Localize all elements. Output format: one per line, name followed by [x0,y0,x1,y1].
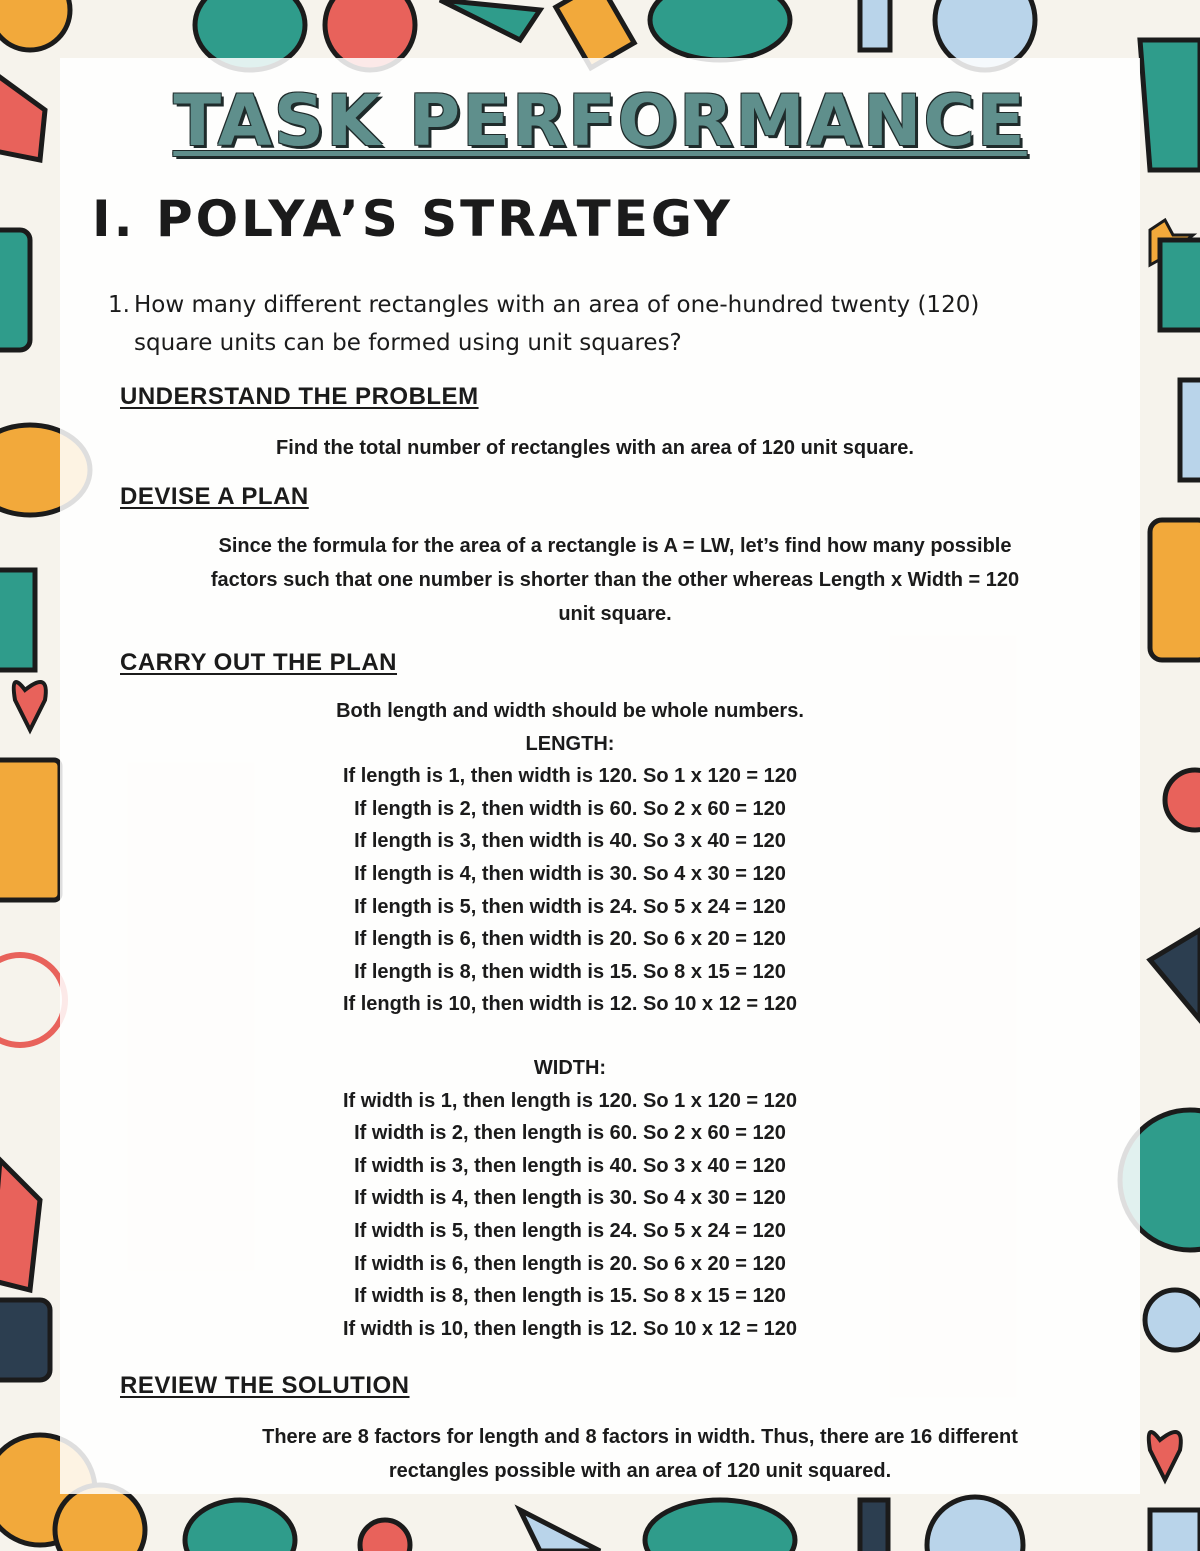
devise-line-2: factors such that one number is shorter than the other whereas Length x Width = 120 [210,569,1020,591]
width-line: If width is 3, then length is 40. So 3 x 40 = 120 [354,1154,786,1177]
review-line-2: rectangles possible with an area of 120 unit squared. [388,1460,892,1482]
question-line-1: How many different rectangles with an area of one-hundred twenty (120) [134,292,980,318]
understand-text: Find the total number of rectangles with an area of 120 unit square. [276,437,914,459]
width-line: If width is 10, then length is 12. So 10 x 12 = 120 [342,1317,798,1340]
length-line: If length is 2, then width is 60. So 2 x 60 = 120 [354,797,786,820]
heading-carry: CARRY OUT THE PLAN [120,649,398,676]
carry-intro: Both length and width should be whole numbers. [336,700,804,722]
width-line: If width is 6, then length is 20. So 6 x 20 = 120 [354,1252,786,1275]
width-line: If width is 2, then length is 60. So 2 x 60 = 120 [354,1122,786,1145]
question [108,286,1118,362]
width-label: WIDTH: [533,1057,607,1079]
length-line: If length is 6, then width is 20. So 6 x 20 = 120 [354,928,786,951]
devise-line-3: unit square. [558,603,672,625]
width-line: If width is 4, then length is 30. So 4 x 30 = 120 [354,1187,786,1210]
heading-review: REVIEW THE SOLUTION [120,1372,410,1399]
length-line: If length is 10, then width is 12. So 10 x 12 = 120 [342,993,798,1016]
length-line: If length is 8, then width is 15. So 8 x 15 = 120 [354,960,786,983]
width-line: If width is 8, then length is 15. So 8 x 15 = 120 [354,1285,786,1308]
review-text [120,1420,1160,1488]
width-line: If width is 1, then length is 120. So 1 x 120 = 120 [342,1089,798,1112]
page-title: TASK PERFORMANCE [173,80,1027,162]
devise-line-1: Since the formula for the area of a rectangle is A = LW, let’s find how many possible [218,535,1012,557]
heading-understand: UNDERSTAND THE PROBLEM [120,383,479,410]
length-line: If length is 1, then width is 120. So 1 x 120 = 120 [342,765,798,788]
carry-width-list [270,1052,870,1345]
question-number: 1. [108,292,130,318]
carry-length-list [270,695,870,1021]
length-label: LENGTH: [525,732,615,755]
section-title: I. POLYA’S STRATEGY [92,190,734,248]
question-line-2: square units can be formed using unit squares? [134,330,682,356]
review-line-1: There are 8 factors for length and 8 factors in width. Thus, there are 16 different [262,1426,1018,1448]
length-line: If length is 3, then width is 40. So 3 x 40 = 120 [354,830,786,853]
heading-devise: DEVISE A PLAN [120,483,309,510]
length-line: If length is 5, then width is 24. So 5 x 24 = 120 [354,895,786,918]
devise-text [100,529,1130,631]
width-line: If width is 5, then length is 24. So 5 x 24 = 120 [354,1219,786,1242]
length-line: If length is 4, then width is 30. So 4 x 30 = 120 [354,862,786,885]
